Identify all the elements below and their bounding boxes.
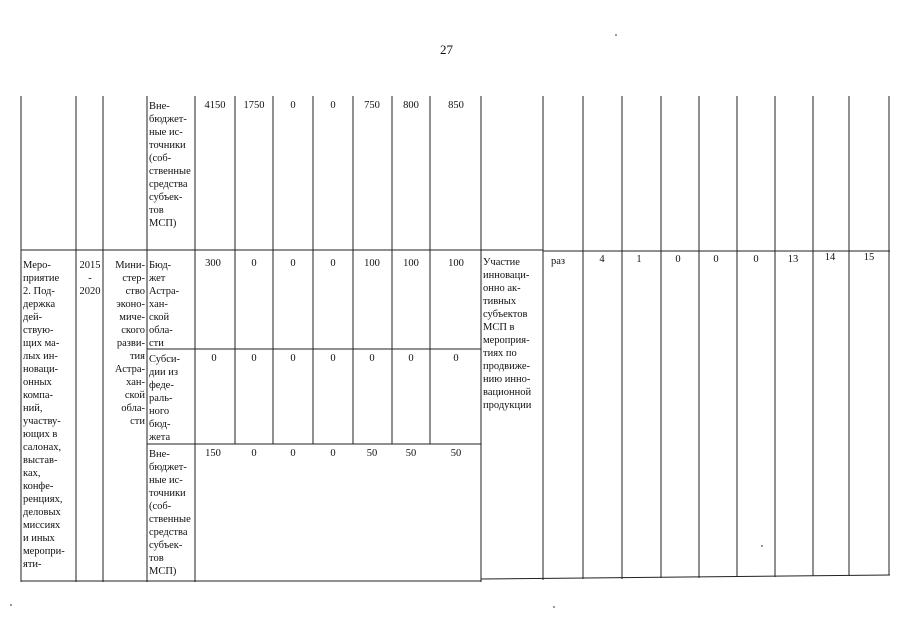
value-cell: 50 [450,448,462,459]
scan-speck [761,545,763,547]
event-name: Меро- приятие 2. Под- держка дей- ствую- щих ма- лых ин- новаци- онных компа- ний, участву- ющих в салонах, выстав- ках, конфе- ренциях, деловых миссиях и иных меропри- яти- [23,260,65,570]
value-cell: 0 [211,353,217,364]
value-cell: 0 [290,448,296,459]
event-period: 2015 - 2020 [79,260,101,297]
value-cell: 4150 [204,100,226,111]
value-cell: 150 [205,448,221,459]
value-cell: 0 [251,448,257,459]
scan-speck [615,34,617,36]
value-cell: 100 [364,258,380,269]
indicator-value: 15 [863,252,875,263]
value-cell: 750 [364,100,380,111]
value-cell: 0 [290,258,296,269]
value-cell: 50 [405,448,417,459]
value-cell: 0 [330,448,336,459]
indicator-value: 0 [675,254,681,265]
scan-speck [10,604,12,606]
value-cell: 800 [403,100,419,111]
funding-source-federal-subsidies: Субси- дии из феде- раль- ного бюд- жета [149,354,180,443]
value-cell: 0 [251,258,257,269]
page-number: 27 [440,42,453,57]
value-cell: 50 [366,448,378,459]
value-cell: 0 [453,353,459,364]
indicator-value: 14 [824,252,836,263]
indicator-value: 0 [713,254,719,265]
indicator-value: 13 [787,254,799,265]
value-cell: 300 [205,258,221,269]
value-cell: 0 [408,353,414,364]
value-cell: 0 [290,353,296,364]
value-cell: 100 [448,258,464,269]
value-cell: 0 [330,100,336,111]
funding-source-regional-budget: Бюд- жет Астра- хан- ской обла- сти [149,260,180,349]
value-cell: 850 [448,100,464,111]
indicator-value: 1 [636,254,642,265]
funding-source-extrabudgetary: Вне- бюджет- ные ис- точники (соб- ственные средства субъек- тов МСП) [149,101,191,229]
value-cell: 1750 [243,100,265,111]
value-cell: 0 [251,353,257,364]
value-cell: 100 [403,258,419,269]
value-cell: 0 [330,353,336,364]
indicator-value: 4 [599,254,605,265]
value-cell: 0 [369,353,375,364]
indicator-unit: раз [551,256,566,267]
indicator-value: 0 [753,254,759,265]
value-cell: 0 [330,258,336,269]
funding-source-extrabudgetary: Вне- бюджет- ные ис- точники (соб- ственные средства субъек- тов МСП) [149,449,191,577]
scan-speck [553,606,555,608]
value-cell: 0 [290,100,296,111]
event-executor: Мини- стер- ство эконо- миче- ского разви- тия Астра- хан- ской обла- сти [114,260,145,427]
indicator-name: Участие инноваци- онно ак- тивных субъектов МСП в мероприя- тиях по продвиже- нию инно- вационной продукции [483,257,532,411]
